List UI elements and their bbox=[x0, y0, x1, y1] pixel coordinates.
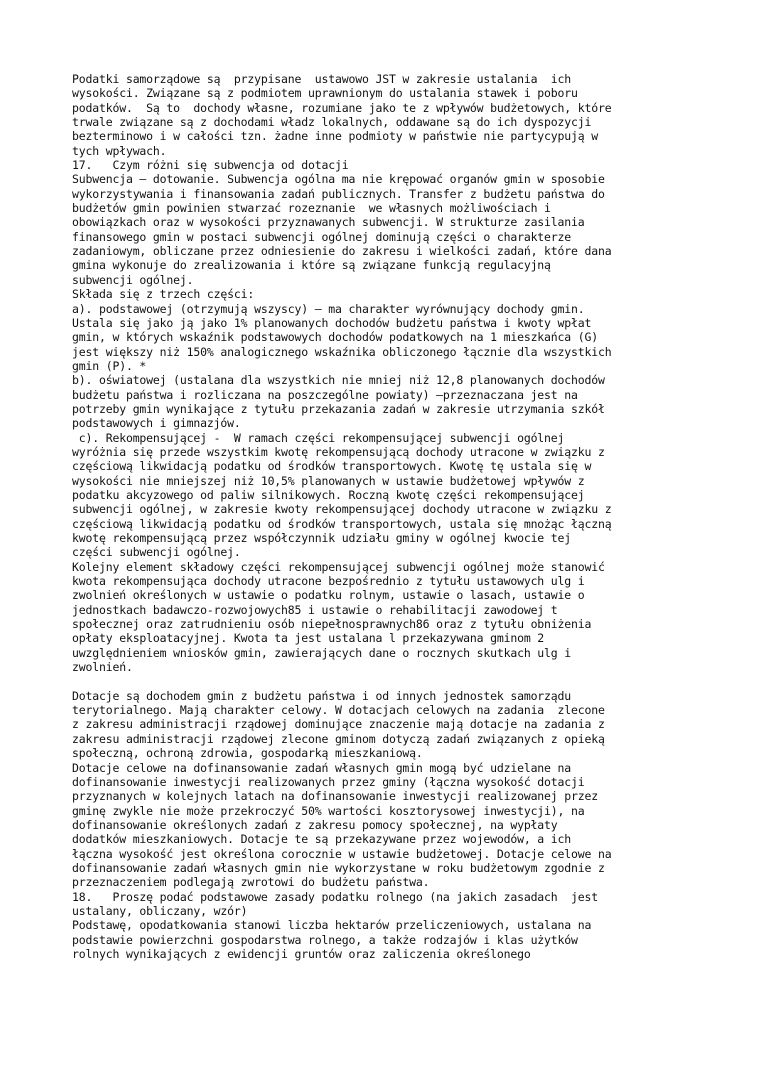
text-line: tych wpływach. bbox=[72, 143, 167, 158]
text-line: rolnych wynikających z ewidencji gruntów oraz zaliczenia określonego bbox=[72, 946, 531, 961]
text-line: potrzeby gmin wynikające z tytułu przekazania zadań w zakresie utrzymania szkół bbox=[72, 401, 605, 416]
text-line: gmin, w których wskaźnik podstawowych dochodów podatkowych na 1 mieszkańca (G) bbox=[72, 330, 599, 345]
text-line: jest większy niż 150% analogicznego wskaźnika obliczonego łącznie dla wszystkich bbox=[72, 344, 612, 359]
text-line: dofinansowanie określonych zadań z zakresu pomocy społecznej, na wypłaty bbox=[72, 817, 558, 832]
text-line: podatku akcyzowego od paliw silnikowych. Roczną kwotę części rekompensującej bbox=[72, 487, 585, 502]
text-line: zwolnień. bbox=[72, 660, 133, 675]
text-line: zadaniowym, obliczane przez odniesienie do zakresu i wielkości zadań, które dana bbox=[72, 244, 612, 259]
text-line: b). oświatowej (ustalana dla wszystkich nie mniej niż 12,8 planowanych dochodów bbox=[72, 373, 605, 388]
text-line: zakresu administracji rządowej zlecone gminom dotyczą zadań związanych z opieką bbox=[72, 731, 605, 746]
text-line: częściową likwidacją podatku od środków transportowych, ustala się mnożąc łączną bbox=[72, 516, 612, 531]
text-line: jednostkach badawczo-rozwojowych85 i ustawie o rehabilitacji zawodowej t bbox=[72, 602, 558, 617]
text-line: Podatki samorządowe są przypisane ustawowo JST w zakresie ustalania ich bbox=[72, 72, 572, 86]
text-line: zwolnień określonych w ustawie o podatku rolnym, ustawie o lasach, ustawie o bbox=[72, 588, 585, 603]
text-line: obowiązkach oraz w wysokości przyznawanych subwencji. W strukturze zasilania bbox=[72, 215, 585, 230]
text-line: Subwencja – dotowanie. Subwencja ogólna ma nie krępować organów gmin w sposobie bbox=[72, 172, 605, 187]
text-line: podatków. Są to dochody własne, rozumiane jako te z wpływów budżetowych, które bbox=[72, 100, 612, 115]
text-line: opłaty eksploatacyjnej. Kwota ta jest ustalana l przekazywana gminom 2 bbox=[72, 631, 545, 646]
text-line: podstawie powierzchni gospodarstwa rolnego, a także rodzajów i klas użytków bbox=[72, 932, 578, 947]
text-line: wykorzystywania i finansowania zadań publicznych. Transfer z budżetu państwa do bbox=[72, 186, 605, 201]
text-line: trwale związane są z dochodami władz lokalnych, oddawane są do ich dyspozycji bbox=[72, 115, 592, 130]
blank-line bbox=[72, 674, 692, 688]
text-line: dofinansowanie zadań własnych gmin nie wykorzystane w roku budżetowym zgodnie z bbox=[72, 860, 605, 875]
text-line: dodatków mieszkaniowych. Dotacje te są przekazywane przez wojewodów, a ich bbox=[72, 832, 572, 847]
text-line: przyznanych w kolejnych latach na dofinansowanie inwestycji realizowanej przez bbox=[72, 789, 599, 804]
text-line: Podstawę, opodatkowania stanowi liczba hektarów przeliczeniowych, ustalana na bbox=[72, 918, 592, 933]
text-line: budżetów gmin powinien stwarzać rozeznanie we własnych możliwościach i bbox=[72, 201, 551, 216]
text-line: społeczną, ochroną zdrowia, gospodarką mieszkaniową. bbox=[72, 746, 423, 761]
text-line: uwzględnieniem wniosków gmin, zawierających dane o rocznych skutkach ulg i bbox=[72, 645, 572, 660]
text-line: subwencji ogólnej. bbox=[72, 272, 194, 287]
text-line: finansowego gmin w postaci subwencji ogólnej dominują części o charakterze bbox=[72, 229, 572, 244]
text-line: częściową likwidacją podatku od środków transportowych. Kwotę tę ustala się w bbox=[72, 459, 592, 474]
text-line: c). Rekompensującej - W ramach części rekompensującej subwencji ogólnej bbox=[72, 430, 565, 445]
text-line: wyróżnia się przede wszystkim kwotę rekompensującą dochody utracone w związku z bbox=[72, 444, 605, 459]
text-line: dofinansowanie inwestycji realizowanych przez gminy (łączna wysokość dotacji bbox=[72, 774, 585, 789]
text-line: 18. Proszę podać podstawowe zasady podatku rolnego (na jakich zasadach jest bbox=[72, 889, 599, 904]
text-line: ustalany, obliczany, wzór) bbox=[72, 903, 248, 918]
text-line: wysokości. Związane są z podmiotem uprawnionym do ustalania stawek i poboru bbox=[72, 86, 578, 101]
text-line: gminę zwykle nie może przekroczyć 50% wartości kosztorysowej inwestycji), na bbox=[72, 803, 585, 818]
text-line: wysokości nie mniejszej niż 10,5% planowanych w ustawie budżetowej wpływów z bbox=[72, 473, 585, 488]
text-line: budżetu państwa i rozliczana na poszczególne powiaty) –przeznaczana jest na bbox=[72, 387, 578, 402]
text-line: bezterminowo i w całości tzn. żadne inne podmioty w państwie nie partycypują w bbox=[72, 129, 599, 144]
text-line: z zakresu administracji rządowej dominujące znaczenie mają dotacje na zadania z bbox=[72, 717, 605, 732]
text-line: podstawowych i gimnazjów. bbox=[72, 416, 241, 431]
text-line: subwencji ogólnej, w zakresie kwoty rekompensującej dochody utracone w związku z bbox=[72, 502, 612, 517]
text-line: gmin (P). * bbox=[72, 358, 147, 373]
text-line: 17. Czym różni się subwencja od dotacji bbox=[72, 158, 349, 173]
document-body bbox=[72, 72, 692, 961]
text-line: łączna wysokość jest określona corocznie w ustawie budżetowej. Dotacje celowe na bbox=[72, 846, 612, 861]
text-line: gmina wykonuje do zrealizowania i które są związane funkcją regulacyjną bbox=[72, 258, 551, 273]
text-line: a). podstawowej (otrzymują wszyscy) – ma charakter wyrównujący dochody gmin. bbox=[72, 301, 585, 316]
text-line: terytorialnego. Mają charakter celowy. W dotacjach celowych na zadania zlecone bbox=[72, 703, 605, 718]
text-line: Dotacje są dochodem gmin z budżetu państwa i od innych jednostek samorządu bbox=[72, 688, 572, 703]
text-line: Składa się z trzech części: bbox=[72, 287, 255, 302]
text-line: części subwencji ogólnej. bbox=[72, 545, 241, 560]
text-line: przeznaczeniem podlegają zwrotowi do budżetu państwa. bbox=[72, 875, 430, 890]
text-line: Kolejny element składowy części rekompensującej subwencji ogólnej może stanowić bbox=[72, 559, 605, 574]
text-line: Dotacje celowe na dofinansowanie zadań własnych gmin mogą być udzielane na bbox=[72, 760, 572, 775]
text-line: kwota rekompensująca dochody utracone bezpośrednio z tytułu ustawowych ulg i bbox=[72, 574, 585, 589]
text-line: kwotę rekompensującą przez współczynnik udziału gminy w ogólnej kwocie tej bbox=[72, 531, 572, 545]
text-line: społecznej oraz zatrudnieniu osób niepełnosprawnych86 oraz z tytułu obniżenia bbox=[72, 617, 592, 632]
text-line: Ustala się jako ją jako 1% planowanych dochodów budżetu państwa i kwoty wpłat bbox=[72, 315, 592, 330]
